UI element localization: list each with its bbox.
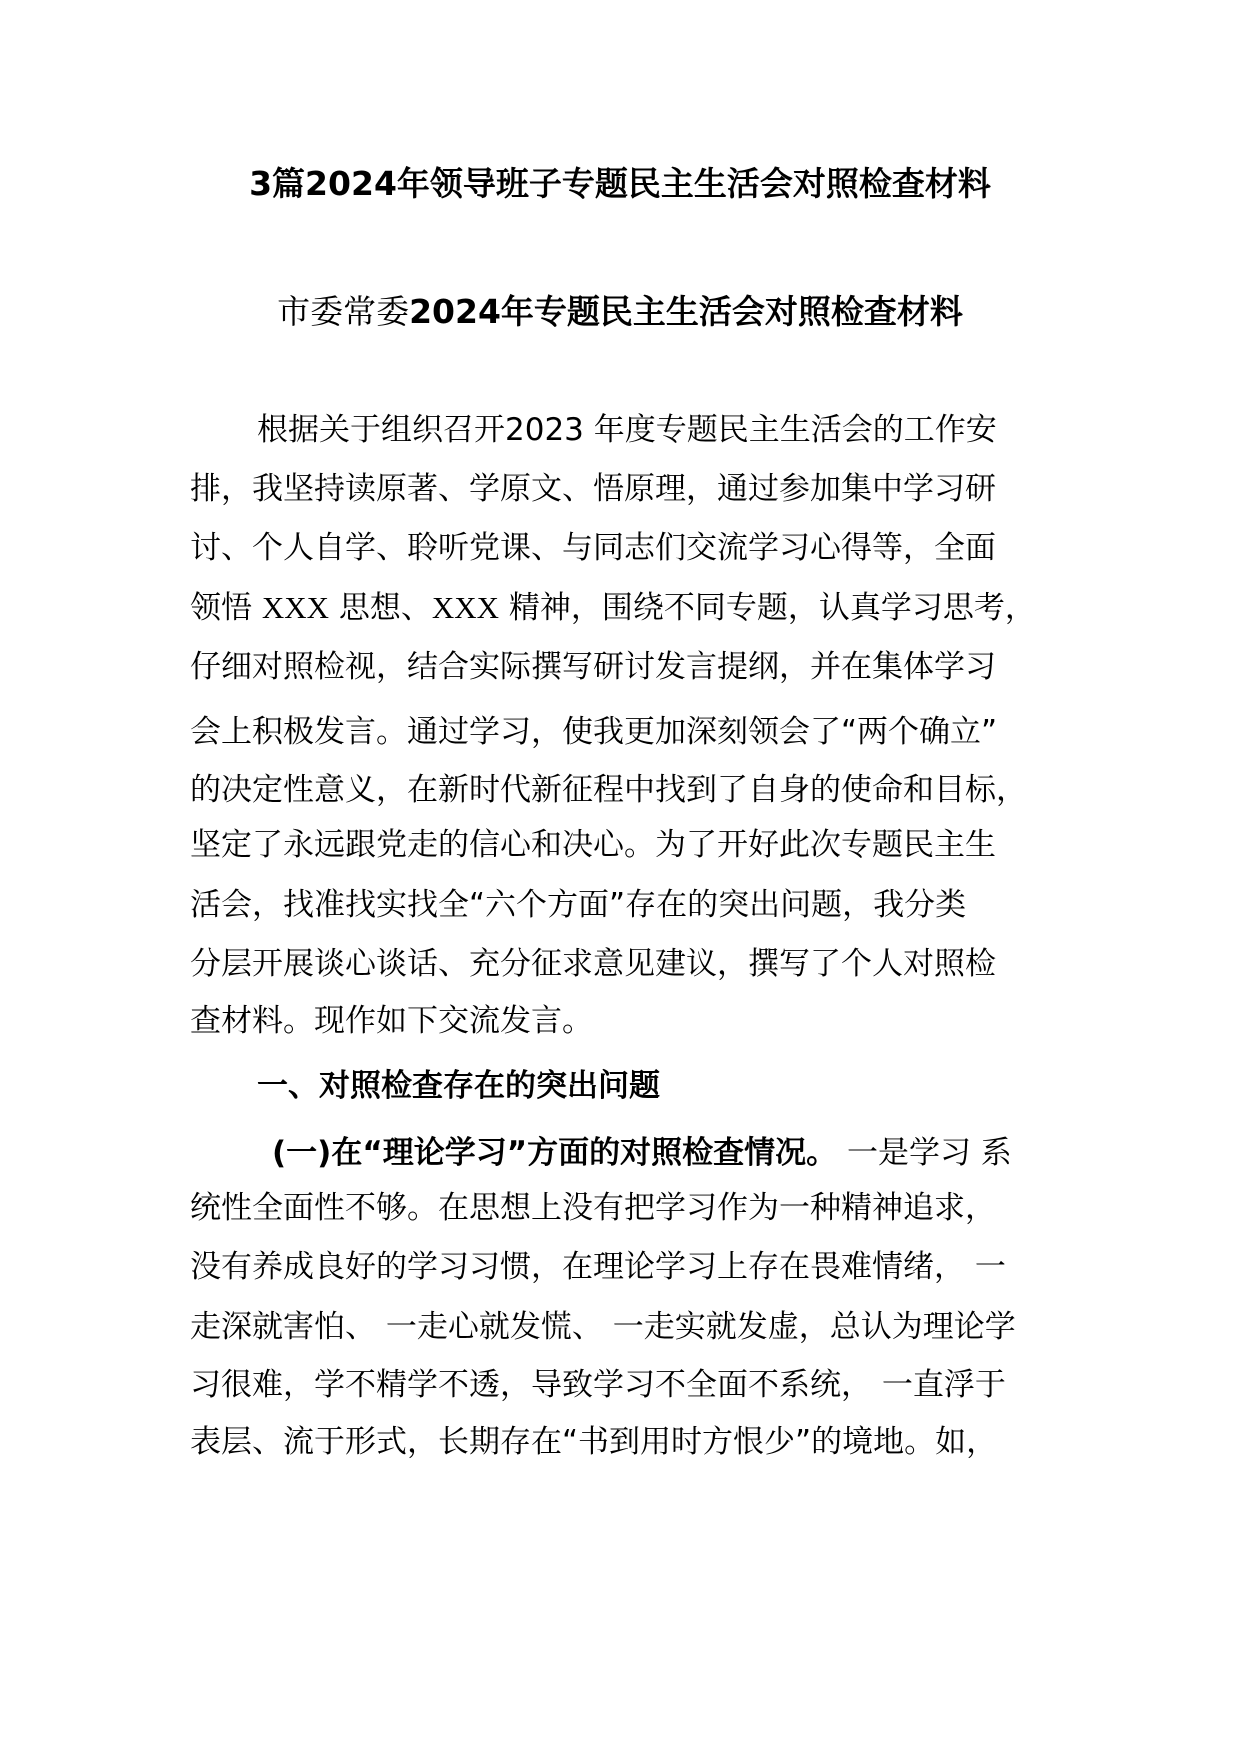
paragraph-line: 分层开展谈心谈话、充分征求意见建议，撰写了个人对照检	[190, 946, 996, 982]
section-heading: 一、对照检查存在的突出问题	[257, 1068, 660, 1104]
paragraph-line: 仔细对照检视，结合实际撰写研讨发言提纲，并在集体学习	[190, 649, 996, 685]
text-run: 思想、	[329, 590, 432, 626]
paragraph-line: 走深就害怕、 一走心就发慌、 一走实就发虚，总认为理论学	[190, 1309, 1016, 1345]
paragraph-line: 排，我坚持读原著、学原文、悟原理，通过参加集中学习研	[190, 471, 996, 507]
placeholder-text: XXX	[261, 590, 330, 625]
text-run: 一是学习 系	[837, 1135, 1012, 1171]
text-run: 精神，围绕不同专题，认真学习思考，	[499, 590, 1036, 626]
paragraph-line: 活会，找准找实找全“六个方面”存在的突出问题，我分类	[190, 887, 967, 923]
document-subtitle	[0, 290, 1240, 334]
document-title: 3篇2024年领导班子专题民主生活会对照检查材料	[249, 164, 991, 203]
subsection-heading: (一)在“理论学习”方面的对照检查情况。	[272, 1135, 838, 1171]
paragraph-line	[190, 588, 1036, 628]
paragraph-line: 习很难，学不精学不透，导致学习不全面不系统， 一直浮于	[190, 1367, 1006, 1403]
placeholder-text: XXX	[431, 590, 500, 625]
paragraph-line: 的决定性意义，在新时代新征程中找到了自身的使命和目标，	[190, 772, 1027, 808]
subtitle-prefix: 市委常委	[277, 292, 410, 331]
paragraph-line: 根据关于组织召开2023 年度专题民主生活会的工作安	[257, 412, 997, 448]
paragraph-line: 统性全面性不够。在思想上没有把学习作为一种精神追求，	[190, 1190, 996, 1226]
subtitle-main: 2024年专题民主生活会对照检查材料	[409, 292, 963, 331]
paragraph-line: 坚定了永远跟党走的信心和决心。为了开好此次专题民主生	[190, 827, 996, 863]
paragraph-line: 表层、流于形式，长期存在“书到用时方恨少”的境地。如，	[190, 1424, 998, 1460]
text-run: 领悟	[190, 590, 262, 626]
paragraph-line: 查材料。现作如下交流发言。	[190, 1003, 593, 1039]
paragraph-line: 没有养成良好的学习习惯，在理论学习上存在畏难情绪， 一	[190, 1249, 1006, 1285]
paragraph-line: 讨、个人自学、聆听党课、与同志们交流学习心得等，全面	[190, 530, 996, 566]
paragraph-line: 会上积极发言。通过学习，使我更加深刻领会了“两个确立”	[190, 714, 998, 750]
subsection-line	[272, 1133, 1012, 1173]
